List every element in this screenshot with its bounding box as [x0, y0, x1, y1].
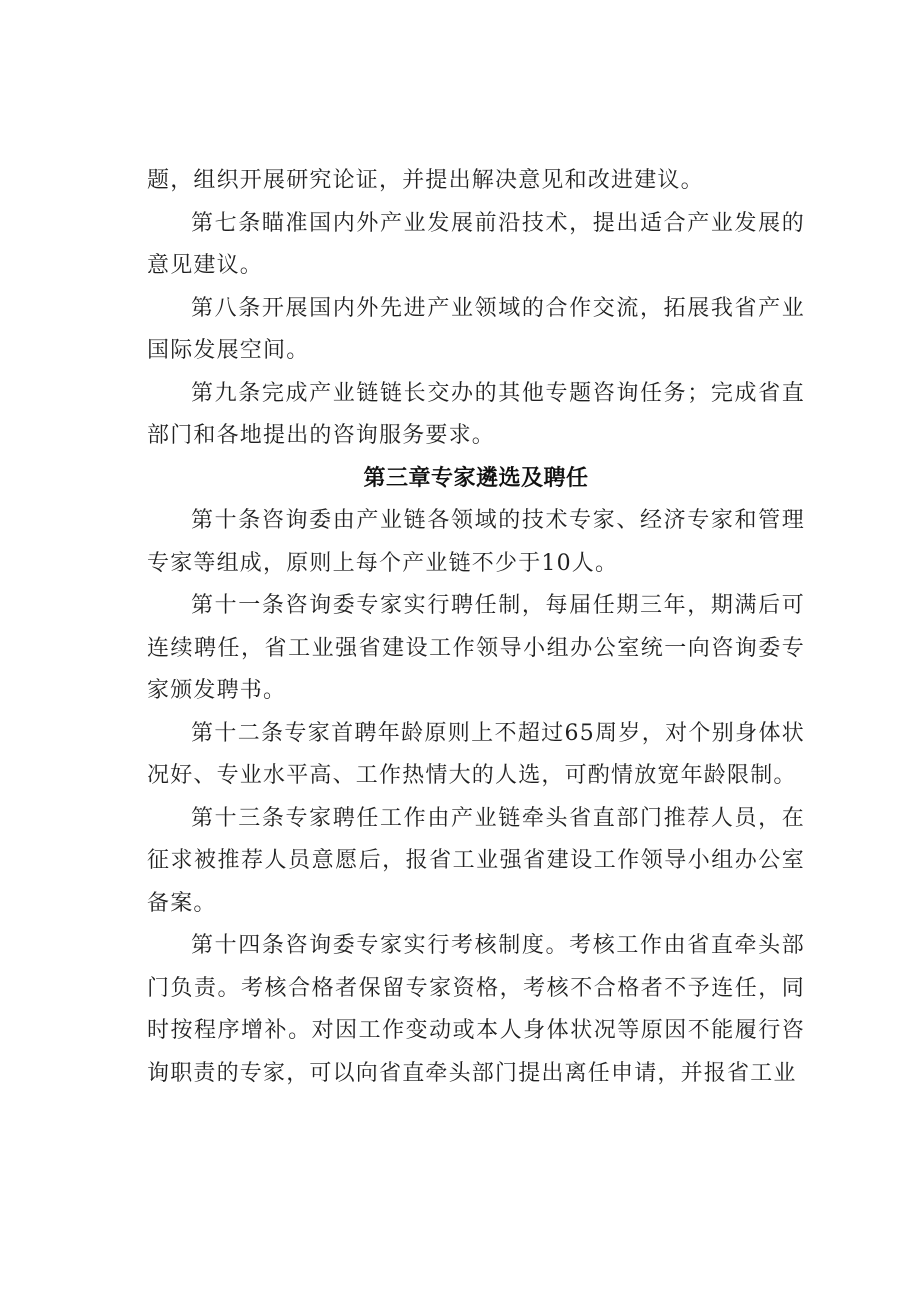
article-13-paragraph: 第十三条专家聘任工作由产业链牵头省直部门推荐人员，在征求被推荐人员意愿后，报省工业强省建设工作领导小组办公室备案。: [147, 805, 805, 916]
article-8-paragraph: 第八条开展国内外先进产业领域的合作交流，拓展我省产业国际发展空间。: [147, 295, 805, 363]
article-7-paragraph: 第七条瞄准国内外产业发展前沿技术，提出适合产业发展的意见建议。: [147, 210, 805, 278]
article-9-paragraph: 第九条完成产业链链长交办的其他专题咨询任务；完成省直部门和各地提出的咨询服务要求。: [147, 380, 805, 448]
article-12-paragraph: 第十二条专家首聘年龄原则上不超过65周岁，对个别身体状况好、专业水平高、工作热情大的人选，可酌情放宽年龄限制。: [147, 720, 805, 788]
chapter-heading: 第三章专家遴选及聘任: [363, 465, 589, 491]
article-11-paragraph: 第十一条咨询委专家实行聘任制，每届任期三年，期满后可连续聘任，省工业强省建设工作领导小组办公室统一向咨询委专家颁发聘书。: [147, 593, 805, 703]
article-10-paragraph: 第十条咨询委由产业链各领域的技术专家、经济专家和管理专家等组成，原则上每个产业链不少于10人。: [147, 508, 805, 576]
paragraph-continuation: 题，组织开展研究论证，并提出解决意见和改进建议。: [147, 168, 704, 193]
document-body: [147, 160, 805, 1095]
article-14-paragraph: 第十四条咨询委专家实行考核制度。考核工作由省直牵头部门负责。考核合格者保留专家资格，考核不合格者不予连任，同时按程序增补。对因工作变动或本人身体状况等原因不能履行咨询职责的专家，可以向省直牵头部门提出离任申请，并报省工业: [147, 933, 805, 1086]
